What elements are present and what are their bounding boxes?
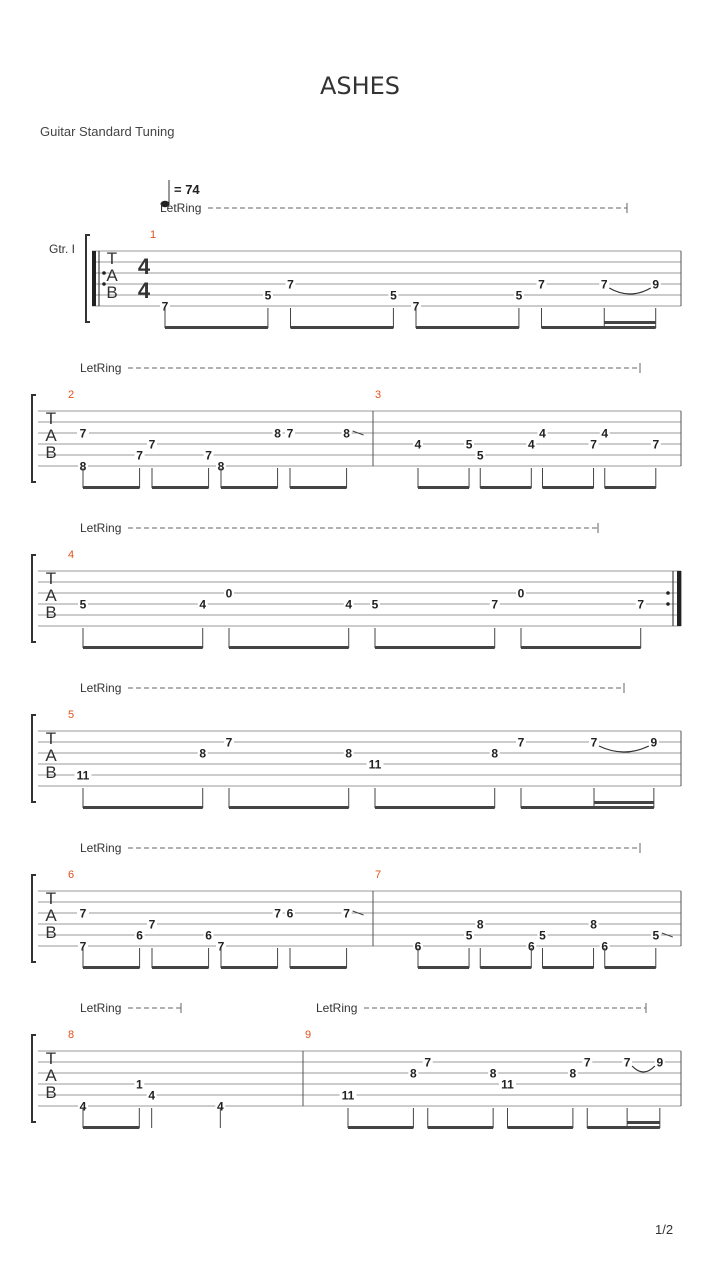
fret-number: 8 bbox=[199, 746, 207, 761]
system-brace bbox=[32, 1035, 36, 1122]
fret-number: 5 bbox=[465, 928, 473, 943]
fret-number: 8 bbox=[79, 459, 87, 474]
tab-clef-letter: A bbox=[45, 906, 57, 925]
beam bbox=[83, 806, 203, 809]
fret-number: 4 bbox=[199, 597, 207, 612]
beam bbox=[418, 486, 469, 489]
repeat-dot bbox=[102, 282, 106, 286]
slur bbox=[632, 1066, 655, 1072]
beam bbox=[83, 966, 140, 969]
beam bbox=[83, 646, 203, 649]
measure-number: 1 bbox=[150, 229, 157, 241]
fret-number: 7 bbox=[161, 299, 169, 314]
fret-number: 8 bbox=[274, 426, 281, 441]
fret-number: 7 bbox=[136, 448, 143, 463]
fret-number: 8 bbox=[345, 746, 353, 761]
fret-number: 9 bbox=[652, 277, 660, 292]
repeat-start-thick-bar bbox=[92, 251, 96, 306]
beam bbox=[291, 326, 394, 329]
fret-number: 6 bbox=[286, 906, 294, 921]
fret-number: 5 bbox=[79, 597, 87, 612]
tab-clef-letter: A bbox=[45, 1066, 57, 1085]
measure-number: 5 bbox=[68, 709, 75, 721]
fret-number: 8 bbox=[343, 426, 350, 441]
beam bbox=[543, 486, 594, 489]
fret-number: 7 bbox=[491, 597, 499, 612]
fret-number: 7 bbox=[623, 1055, 631, 1070]
fret-number: 7 bbox=[79, 939, 87, 954]
fret-number: 7 bbox=[79, 426, 87, 441]
fret-number: 7 bbox=[538, 277, 545, 292]
measure-number: 7 bbox=[375, 869, 382, 881]
measure-number: 8 bbox=[68, 1029, 75, 1041]
beam bbox=[605, 486, 656, 489]
fret-number: 5 bbox=[476, 448, 484, 463]
fret-number: 7 bbox=[79, 906, 87, 921]
beam bbox=[152, 966, 209, 969]
repeat-dot bbox=[102, 271, 106, 275]
measure-number: 3 bbox=[375, 389, 382, 401]
system-brace bbox=[86, 235, 90, 322]
beam bbox=[605, 966, 656, 969]
slur bbox=[609, 288, 650, 294]
fret-number: 7 bbox=[590, 735, 598, 750]
fret-number: 7 bbox=[517, 735, 525, 750]
slur bbox=[599, 746, 649, 752]
beam bbox=[428, 1126, 493, 1129]
system-brace bbox=[32, 395, 36, 482]
fret-number: 4 bbox=[414, 437, 422, 452]
fret-number: 11 bbox=[76, 768, 90, 783]
let-ring-label: LetRing bbox=[160, 201, 202, 215]
fret-number: 7 bbox=[287, 277, 294, 292]
tab-clef-letter: T bbox=[45, 729, 57, 748]
beam bbox=[375, 806, 495, 809]
fret-number: 7 bbox=[286, 426, 294, 441]
fret-number: 6 bbox=[414, 939, 422, 954]
fret-number: 7 bbox=[274, 906, 281, 921]
beam bbox=[290, 486, 347, 489]
fret-number: 9 bbox=[650, 735, 658, 750]
beam bbox=[290, 966, 347, 969]
repeat-dot bbox=[666, 602, 670, 606]
fret-number: 5 bbox=[390, 288, 397, 303]
fret-number: 7 bbox=[637, 597, 645, 612]
fret-number: 8 bbox=[217, 459, 225, 474]
beam bbox=[543, 966, 594, 969]
beam bbox=[221, 486, 278, 489]
repeat-dot bbox=[666, 591, 670, 595]
tab-clef-letter: T bbox=[106, 249, 118, 268]
tab-clef-letter: B bbox=[45, 923, 57, 942]
fret-number: 0 bbox=[517, 586, 525, 601]
fret-number: 5 bbox=[539, 928, 546, 943]
fret-number: 7 bbox=[225, 735, 233, 750]
fret-number: 7 bbox=[424, 1055, 432, 1070]
time-signature-bottom: 4 bbox=[137, 278, 151, 303]
system-brace bbox=[32, 875, 36, 962]
fret-number: 8 bbox=[590, 917, 597, 932]
beam bbox=[521, 646, 641, 649]
fret-number: 6 bbox=[205, 928, 212, 943]
fret-number: 7 bbox=[600, 277, 608, 292]
time-signature-top: 4 bbox=[137, 254, 151, 279]
fret-number: 4 bbox=[539, 426, 546, 441]
tab-clef-letter: B bbox=[45, 763, 57, 782]
beam bbox=[221, 966, 278, 969]
tab-clef-letter: A bbox=[45, 746, 57, 765]
fret-number: 4 bbox=[527, 437, 535, 452]
beam bbox=[480, 966, 531, 969]
fret-number: 4 bbox=[345, 597, 353, 612]
tab-clef-letter: A bbox=[106, 266, 118, 285]
beam-sixteenth bbox=[604, 321, 655, 324]
fret-number: 7 bbox=[148, 437, 156, 452]
tab-clef-letter: T bbox=[45, 1049, 57, 1068]
beam bbox=[348, 1126, 413, 1129]
fret-number: 6 bbox=[601, 939, 609, 954]
beam-sixteenth bbox=[627, 1121, 660, 1124]
beam bbox=[83, 1126, 139, 1129]
beam bbox=[542, 326, 656, 329]
measure-number: 2 bbox=[68, 389, 75, 401]
fret-number: 4 bbox=[601, 426, 609, 441]
fret-number: 4 bbox=[216, 1099, 224, 1114]
fret-number: 8 bbox=[491, 746, 499, 761]
measure-number: 6 bbox=[68, 869, 75, 881]
tab-clef-letter: T bbox=[45, 889, 57, 908]
tab-clef-letter: A bbox=[45, 586, 57, 605]
system-brace bbox=[32, 715, 36, 802]
fret-number: 8 bbox=[569, 1066, 577, 1081]
repeat-end-thick-bar bbox=[677, 571, 681, 626]
tab-clef-letter: T bbox=[45, 409, 57, 428]
tab-clef-letter: B bbox=[45, 1083, 57, 1102]
measure-number: 9 bbox=[305, 1029, 312, 1041]
fret-number: 11 bbox=[341, 1088, 355, 1103]
let-ring-label: LetRing bbox=[80, 361, 122, 375]
tuning-label: Guitar Standard Tuning bbox=[40, 124, 175, 139]
beam bbox=[165, 326, 268, 329]
tab-clef-letter: A bbox=[45, 426, 57, 445]
fret-number: 8 bbox=[489, 1066, 497, 1081]
let-ring-label: LetRing bbox=[80, 841, 122, 855]
beam bbox=[229, 806, 349, 809]
fret-number: 7 bbox=[205, 448, 212, 463]
fret-number: 7 bbox=[583, 1055, 591, 1070]
fret-number: 9 bbox=[656, 1055, 664, 1070]
fret-number: 6 bbox=[527, 939, 535, 954]
let-ring-label: LetRing bbox=[316, 1001, 358, 1015]
fret-number: 4 bbox=[79, 1099, 87, 1114]
fret-number: 0 bbox=[225, 586, 233, 601]
fret-number: 4 bbox=[148, 1088, 156, 1103]
fret-number: 7 bbox=[590, 437, 597, 452]
measure-number: 4 bbox=[68, 549, 75, 561]
beam bbox=[587, 1126, 660, 1129]
let-ring-label: LetRing bbox=[80, 681, 122, 695]
beam bbox=[418, 966, 469, 969]
fret-number: 7 bbox=[412, 299, 420, 314]
fret-number: 6 bbox=[136, 928, 143, 943]
fret-number: 5 bbox=[465, 437, 473, 452]
beam bbox=[229, 646, 349, 649]
beam bbox=[152, 486, 209, 489]
tab-clef-letter: B bbox=[45, 603, 57, 622]
fret-number: 11 bbox=[501, 1077, 514, 1092]
beam bbox=[521, 806, 654, 809]
song-title: ASHES bbox=[319, 72, 401, 100]
fret-number: 8 bbox=[476, 917, 484, 932]
fret-number: 8 bbox=[410, 1066, 417, 1081]
fret-number: 7 bbox=[148, 917, 156, 932]
beam-sixteenth bbox=[594, 801, 654, 804]
tab-clef-letter: B bbox=[45, 443, 57, 462]
tab-clef-letter: B bbox=[106, 283, 118, 302]
beam bbox=[375, 646, 495, 649]
fret-number: 11 bbox=[368, 757, 382, 772]
beam bbox=[508, 1126, 573, 1129]
tab-clef-letter: T bbox=[45, 569, 57, 588]
tempo-marking: = 74 bbox=[174, 182, 200, 197]
fret-number: 7 bbox=[652, 437, 660, 452]
fret-number: 5 bbox=[264, 288, 272, 303]
fret-number: 7 bbox=[343, 906, 350, 921]
system-brace bbox=[32, 555, 36, 642]
page-number: 1/2 bbox=[655, 1222, 674, 1237]
fret-number: 5 bbox=[652, 928, 660, 943]
fret-number: 5 bbox=[515, 288, 523, 303]
fret-number: 5 bbox=[371, 597, 379, 612]
beam bbox=[83, 486, 140, 489]
track-label: Gtr. I bbox=[49, 242, 76, 256]
let-ring-label: LetRing bbox=[80, 521, 122, 535]
beam bbox=[480, 486, 531, 489]
fret-number: 1 bbox=[135, 1077, 143, 1092]
fret-number: 7 bbox=[217, 939, 225, 954]
beam bbox=[416, 326, 519, 329]
let-ring-label: LetRing bbox=[80, 1001, 122, 1015]
